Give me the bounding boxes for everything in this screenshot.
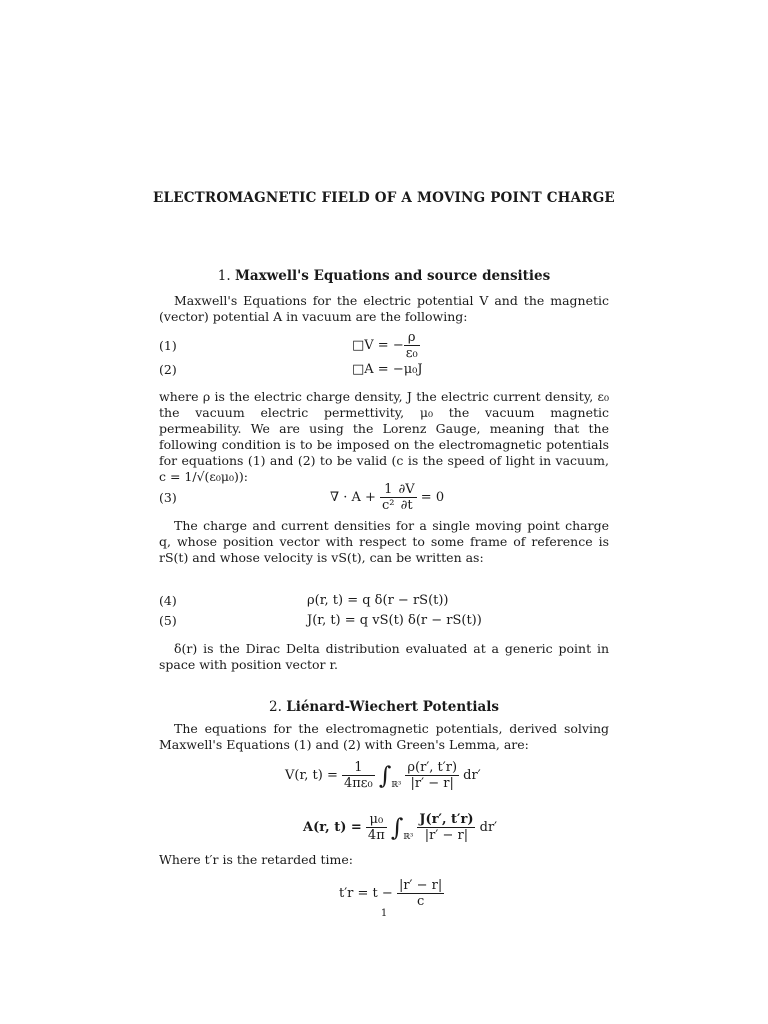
- section-number: 1.: [217, 268, 231, 284]
- equation-4: ρ(r, t) = q δ(r − rS(t)): [307, 593, 449, 608]
- equation-label-2: (2): [159, 362, 177, 377]
- equation-label-1: (1): [159, 338, 177, 353]
- paragraph-retarded-time: Where t′r is the retarded time:: [159, 852, 353, 867]
- page-title: ELECTROMAGNETIC FIELD OF A MOVING POINT CHARGE: [153, 190, 615, 206]
- equation-label-3: (3): [159, 490, 177, 505]
- section-heading-2: [0, 699, 768, 715]
- paragraph-definitions: where ρ is the electric charge density, J the electric current density, ε₀ the vacuum electric permettivity, μ₀ the vacuum magnetic permeability. We are using the Lorenz Gauge, meaning that the following condition is to be imposed on the electromagnetic potentials for equations (1) and (2) to be valid (c is the speed of light in vacuum, c = 1/√(ε₀μ₀)):: [159, 389, 609, 484]
- paragraph-densities: The charge and current densities for a single moving point charge q, whose position vector with respect to some frame of reference is rS(t) and whose velocity is vS(t), can be written as:: [159, 518, 609, 565]
- equation-2: □A = −μ₀J: [352, 362, 423, 377]
- paragraph-potentials-intro: The equations for the electromagnetic potentials, derived solving Maxwell's Equations (1) and (2) with Green's Lemma, are:: [159, 721, 609, 752]
- equation-label-5: (5): [159, 613, 177, 628]
- integral-sign: ∫: [390, 813, 404, 842]
- section-title: Liénard-Wiechert Potentials: [286, 699, 499, 715]
- section-heading-1: [0, 268, 768, 284]
- integral-sign: ∫: [378, 761, 392, 790]
- paragraph-dirac-delta: δ(r) is the Dirac Delta distribution evaluated at a generic point in space with position vector r.: [159, 641, 609, 672]
- section-number: 2.: [269, 699, 282, 715]
- equation-5: J(r, t) = q vS(t) δ(r − rS(t)): [307, 613, 482, 628]
- equation-label-4: (4): [159, 593, 177, 608]
- equation-scalar-potential: V(r, t) = $\frac{1}{\text{4πε₀}}$ $\int_{ℝ^3}$ $\frac{\rho(r', t'r)}{|r' - r|}$ dr′: [285, 760, 481, 791]
- section-title: Maxwell's Equations and source densities: [234, 268, 551, 284]
- equation-retarded-time: t′r = t − $\frac{|r' - r|}{c}$: [339, 878, 443, 909]
- equation-vector-potential: A(r, t) = $\frac{\text{μ₀}}{4\pi}$ $\int_{ℝ^3}$ $\frac{J(r', t'r)}{|r' - r|}$ dr′: [303, 812, 498, 843]
- paragraph-intro: Maxwell's Equations for the electric potential V and the magnetic (vector) potential A in vacuum are the following:: [159, 293, 609, 324]
- equation-1: □V = − $\frac{\rho}{\text{ε₀}}$: [352, 330, 418, 361]
- equation-3: ∇ · A + $\frac{1}{\text{c²}}$ $\frac{\partial V}{\partial t}$ = 0: [330, 482, 445, 513]
- page-number: 1: [380, 908, 388, 919]
